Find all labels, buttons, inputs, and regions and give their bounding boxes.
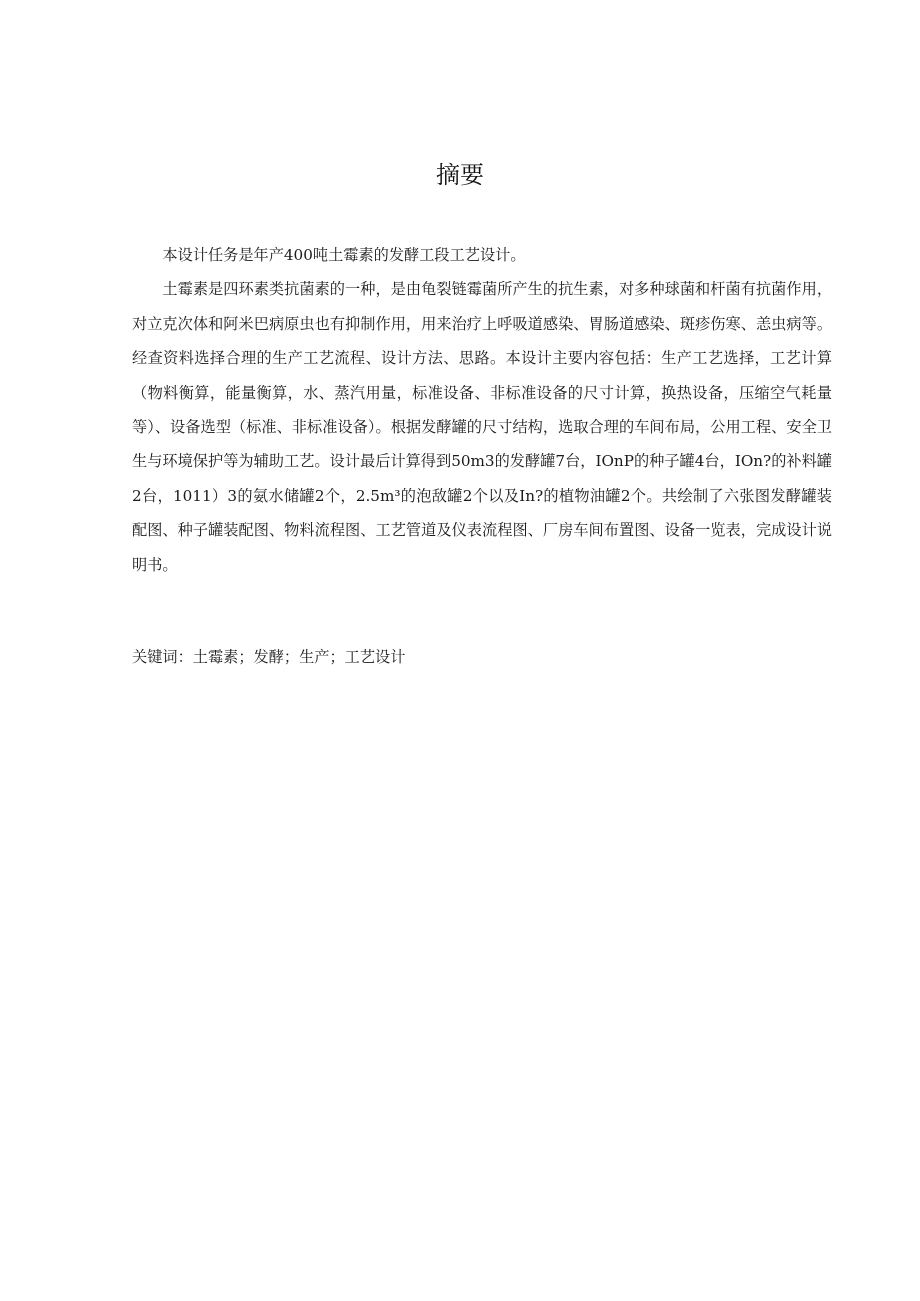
abstract-paragraph-2: 土霉素是四环素类抗菌素的一种，是由龟裂链霉菌所产生的抗生素，对多种球菌和杆菌有抗菌作用，对立克次体和阿米巴病原虫也有抑制作用，用来治疗上呼吸道感染、胃肠道感染、斑疹伤寒、恙虫病等。经查资料选择合理的生产工艺流程、设计方法、思路。本设计主要内容包括：生产工艺选择，工艺计算（物料衡算，能量衡算，水、蒸汽用量，标准设备、非标准设备的尺寸计算，换热设备，压缩空气耗量等）、设备选型（标准、非标准设备）。根据发酵罐的尺寸结构，选取合理的车间布局，公用工程、安全卫生与环境保护等为辅助工艺。设计最后计算得到50m3的发酵罐7台，IOnP的种子罐4台，IOn?的补料罐2台，1011）3的氨水储罐2个，2.5m³的泡敌罐2个以及In?的植物油罐2个。共绘制了六张图发酵罐装配图、种子罐装配图、物料流程图、工艺管道及仪表流程图、厂房车间布置图、设备一览表，完成设计说明书。 (132, 280, 832, 574)
keywords-line: 关键词：土霉素；发酵；生产；工艺设计 (132, 648, 406, 666)
page-title: 摘要 (436, 161, 484, 189)
abstract-paragraph-1: 本设计任务是年产400吨土霉素的发酵工段工艺设计。 (162, 246, 526, 264)
abstract-body (132, 238, 832, 582)
